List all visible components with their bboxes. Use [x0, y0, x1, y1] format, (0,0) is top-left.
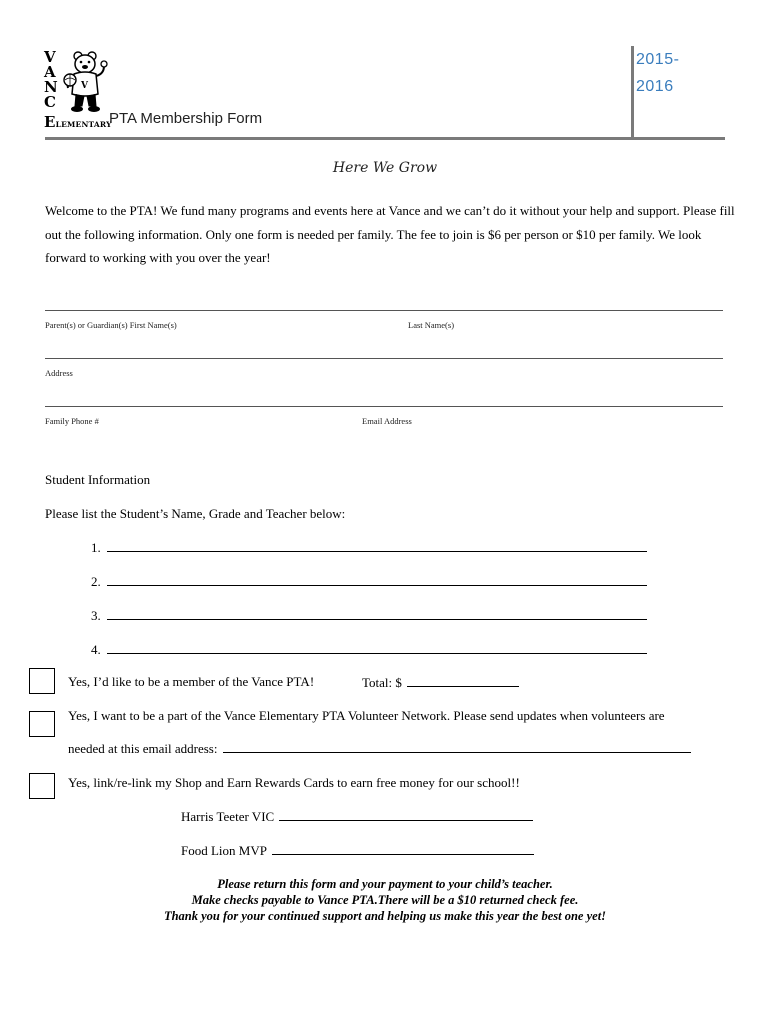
phone-email-line[interactable] [45, 406, 723, 407]
logo-word-text: LEMENTARY [55, 120, 112, 129]
harris-teeter-blank[interactable] [279, 808, 533, 821]
logo-letter: C [44, 93, 56, 111]
closing-line-1: Please return this form and your payment to your child’s teacher. [217, 877, 553, 891]
logo-letter: E [44, 113, 56, 131]
name-line[interactable] [45, 310, 723, 311]
form-title: PTA Membership Form [109, 110, 263, 127]
student-line-3[interactable] [91, 607, 647, 624]
harris-teeter-label: Harris Teeter VIC [181, 809, 275, 824]
student-line-number: 1. [91, 540, 101, 555]
address-label: Address [45, 368, 73, 378]
student-line-blank[interactable] [107, 607, 647, 620]
student-line-blank[interactable] [107, 641, 647, 654]
member-checkbox[interactable] [29, 668, 55, 694]
logo-word [44, 113, 112, 131]
bear-mascot-icon [62, 50, 108, 114]
student-line-blank[interactable] [107, 539, 647, 552]
student-info-title: Student Information [45, 472, 151, 487]
school-year-end: 2016 [636, 78, 674, 95]
intro-paragraph: Welcome to the PTA! We fund many programs and events here at Vance and we can’t do it without your help and support. Please fill out the following information. Only one form is needed per family. The fee to join is $6 per person or $10 per family. We look forward to working with you over the year! [45, 203, 735, 265]
phone-label: Family Phone # [45, 416, 99, 426]
volunteer-email-label: needed at this email address: [68, 741, 218, 756]
total-blank[interactable] [407, 674, 519, 687]
student-line-number: 4. [91, 642, 101, 657]
food-lion-label: Food Lion MVP [181, 843, 267, 858]
student-line-4[interactable] [91, 641, 647, 658]
rewards-text: Yes, link/re-link my Shop and Earn Rewards Cards to earn free money for our school!! [68, 775, 520, 790]
header-horizontal-divider [45, 137, 725, 140]
student-line-blank[interactable] [107, 573, 647, 586]
volunteer-checkbox[interactable] [29, 711, 55, 737]
closing-notes [0, 876, 770, 924]
school-year-start: 2015- [636, 51, 680, 68]
student-line-number: 3. [91, 608, 101, 623]
rewards-checkbox[interactable] [29, 773, 55, 799]
volunteer-email-blank[interactable] [223, 740, 691, 753]
closing-line-2: Make checks payable to Vance PTA.There will be a $10 returned check fee. [191, 893, 579, 907]
vance-logo [44, 48, 112, 131]
food-lion-field[interactable] [181, 842, 534, 859]
food-lion-blank[interactable] [272, 842, 534, 855]
logo-letter: V [44, 48, 56, 66]
total-label: Total: $ [362, 675, 402, 690]
student-line-number: 2. [91, 574, 101, 589]
svg-text:V: V [81, 81, 88, 91]
logo-letter: N [44, 78, 58, 96]
closing-line-3: Thank you for your continued support and helping us make this year the best one yet! [163, 909, 607, 923]
last-name-label: Last Name(s) [408, 320, 455, 330]
total-field[interactable] [362, 674, 519, 691]
student-line-2[interactable] [91, 573, 647, 590]
slogan: Here We Grow [332, 160, 438, 176]
logo-letter: A [44, 63, 56, 81]
member-text: Yes, I’d like to be a member of the Vance PTA! [68, 674, 315, 689]
school-year [636, 46, 679, 100]
email-label: Email Address [362, 416, 412, 426]
first-name-label: Parent(s) or Guardian(s) First Name(s) [45, 320, 177, 330]
harris-teeter-field[interactable] [181, 808, 533, 825]
student-instructions: Please list the Student’s Name, Grade and Teacher below: [45, 506, 346, 521]
address-line[interactable] [45, 358, 723, 359]
volunteer-email-field[interactable] [68, 740, 691, 757]
header-vertical-divider [631, 46, 634, 138]
volunteer-text: Yes, I want to be a part of the Vance Elementary PTA Volunteer Network. Please send updates when volunteers are [68, 708, 665, 723]
student-line-1[interactable] [91, 539, 647, 556]
